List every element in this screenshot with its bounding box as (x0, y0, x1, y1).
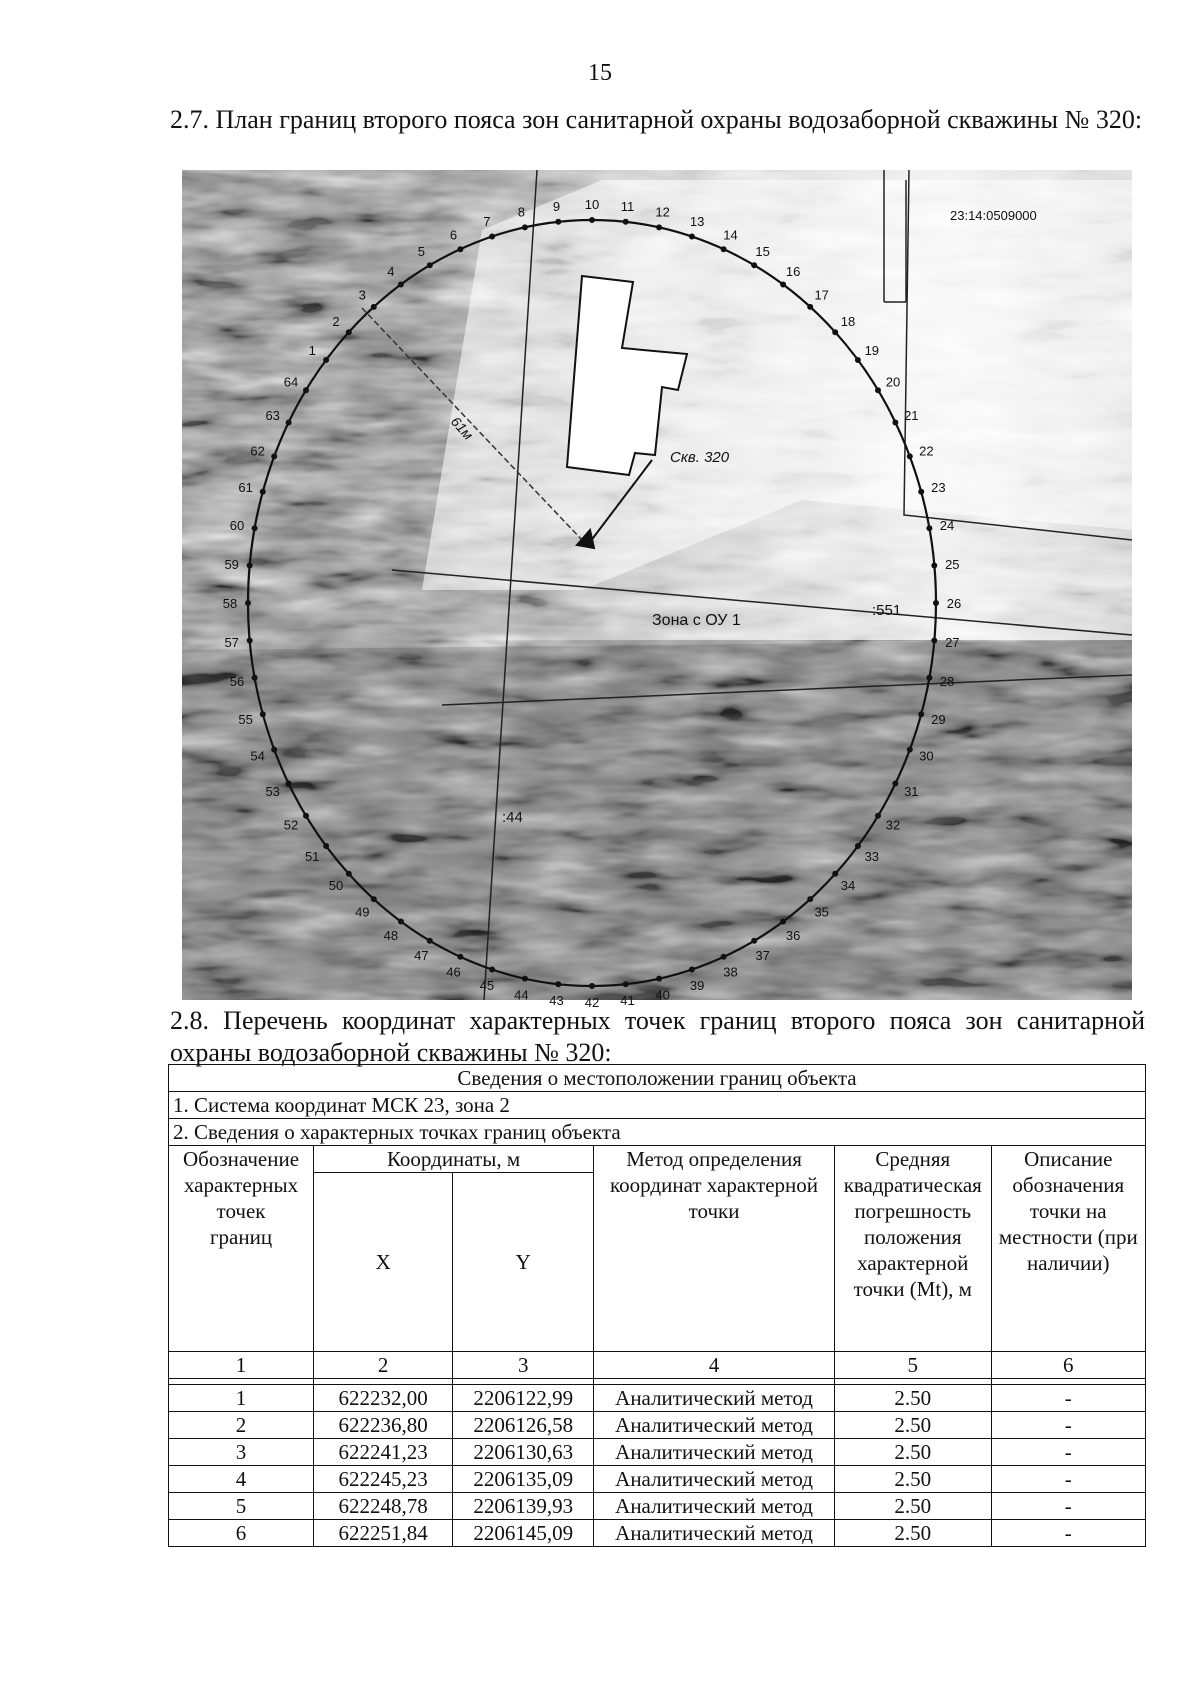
boundary-point-marker (252, 525, 258, 531)
boundary-point-label: 47 (414, 947, 429, 963)
boundary-point-marker (252, 675, 258, 681)
boundary-point-label: 50 (328, 878, 344, 894)
boundary-point-label: 51 (304, 849, 320, 865)
boundary-point-label: 42 (584, 995, 600, 1010)
column-number: 1 (169, 1352, 314, 1379)
boundary-point-marker (931, 563, 937, 569)
boundary-point-label: 58 (222, 596, 238, 611)
column-number: 5 (835, 1352, 991, 1379)
boundary-point-marker (260, 711, 266, 717)
point-y: 2206130,63 (453, 1439, 594, 1466)
point-id: 4 (169, 1466, 314, 1493)
point-error: 2.50 (835, 1466, 991, 1493)
boundary-point-label: 5 (417, 244, 426, 260)
boundary-map (182, 170, 1132, 1010)
point-method: Аналитический метод (594, 1493, 835, 1520)
point-method: Аналитический метод (594, 1466, 835, 1493)
boundary-point-marker (807, 896, 813, 902)
boundary-point-marker (489, 234, 495, 240)
boundary-point-label: 26 (946, 596, 962, 611)
point-method: Аналитический метод (594, 1412, 835, 1439)
point-y: 2206135,09 (453, 1466, 594, 1493)
boundary-point-label: 36 (785, 927, 801, 943)
point-error: 2.50 (835, 1385, 991, 1412)
boundary-point-marker (926, 525, 932, 531)
boundary-point-marker (589, 983, 595, 989)
boundary-point-marker (892, 781, 898, 787)
point-id: 6 (169, 1520, 314, 1547)
header-description: Описание обозначения точки на местности (при наличии) (991, 1146, 1145, 1352)
point-x: 622251,84 (314, 1520, 453, 1547)
boundary-point-label: 23 (931, 480, 946, 496)
boundary-point-label: 25 (945, 556, 960, 572)
boundary-point-label: 28 (939, 673, 955, 689)
boundary-point-marker (623, 219, 629, 225)
table-row (169, 1466, 1146, 1493)
boundary-point-marker (892, 420, 898, 426)
boundary-point-label: 8 (517, 204, 526, 220)
table-title: Сведения о местоположении границ объекта (169, 1065, 1146, 1092)
boundary-point-label: 53 (265, 784, 280, 800)
point-description: - (991, 1466, 1145, 1493)
boundary-point-marker (271, 747, 277, 753)
boundary-point-label: 1 (308, 342, 316, 358)
boundary-point-marker (721, 246, 727, 252)
point-error: 2.50 (835, 1493, 991, 1520)
point-x: 622248,78 (314, 1493, 453, 1520)
boundary-point-marker (323, 843, 329, 849)
boundary-point-label: 32 (885, 817, 901, 833)
point-error: 2.50 (835, 1520, 991, 1547)
point-x: 622236,80 (314, 1412, 453, 1439)
point-y: 2206122,99 (453, 1385, 594, 1412)
point-id: 5 (169, 1493, 314, 1520)
table-title-row (169, 1065, 1146, 1092)
boundary-point-label: 54 (250, 748, 265, 764)
boundary-point-marker (245, 600, 251, 606)
boundary-point-label: 29 (931, 711, 946, 727)
header-y: Y (453, 1173, 594, 1352)
boundary-point-marker (855, 357, 861, 363)
table-row (169, 1493, 1146, 1520)
table-system-row (169, 1092, 1146, 1119)
boundary-point-label: 35 (814, 904, 829, 920)
boundary-point-marker (907, 747, 913, 753)
header-error: Средняя квадратическая погрешность положения характерной точки (Mt), м (835, 1146, 991, 1352)
column-number-row (169, 1352, 1146, 1379)
point-description: - (991, 1412, 1145, 1439)
boundary-point-label: 21 (904, 407, 919, 423)
boundary-point-label: 33 (864, 849, 880, 865)
boundary-point-marker (271, 453, 277, 459)
boundary-point-marker (457, 246, 463, 252)
boundary-point-marker (247, 638, 253, 644)
boundary-point-marker (926, 675, 932, 681)
radius-label: 61м (447, 413, 477, 443)
boundary-point-marker (832, 871, 838, 877)
boundary-point-marker (689, 967, 695, 973)
boundary-point-marker (656, 976, 662, 982)
boundary-point-label: 60 (229, 518, 245, 534)
section-heading-map: 2.7. План границ второго пояса зон санитарной охраны водозаборной скважины № 320: (170, 105, 1143, 134)
point-x: 622245,23 (314, 1466, 453, 1493)
boundary-point-marker (875, 387, 881, 393)
boundary-point-marker (689, 234, 695, 240)
boundary-point-marker (721, 954, 727, 960)
boundary-point-marker (623, 981, 629, 987)
boundary-point-marker (371, 896, 377, 902)
boundary-point-marker (398, 282, 404, 288)
boundary-point-marker (323, 357, 329, 363)
boundary-point-marker (286, 781, 292, 787)
boundary-point-marker (656, 224, 662, 230)
header-coordinates: Координаты, м (314, 1146, 594, 1173)
boundary-point-label: 6 (449, 227, 458, 243)
boundary-point-label: 13 (689, 214, 705, 230)
boundary-point-marker (907, 453, 913, 459)
boundary-point-marker (555, 981, 561, 987)
boundary-point-label: 63 (265, 407, 280, 423)
boundary-point-label: 37 (755, 947, 770, 963)
boundary-point-marker (780, 919, 786, 925)
boundary-point-label: 34 (840, 878, 856, 894)
boundary-point-label: 16 (785, 264, 801, 280)
boundary-point-marker (346, 329, 352, 335)
point-method: Аналитический метод (594, 1439, 835, 1466)
boundary-point-label: 19 (864, 342, 880, 358)
column-number: 2 (314, 1352, 453, 1379)
point-error: 2.50 (835, 1412, 991, 1439)
boundary-point-marker (780, 282, 786, 288)
boundary-point-label: 22 (919, 443, 934, 459)
boundary-point-label: 17 (814, 287, 829, 303)
coordinate-system: 1. Система координат МСК 23, зона 2 (169, 1092, 1146, 1119)
boundary-point-label: 2 (332, 313, 340, 329)
column-number: 3 (453, 1352, 594, 1379)
boundary-point-label: 31 (904, 784, 919, 800)
boundary-point-label: 40 (655, 987, 670, 1003)
boundary-point-label: 46 (446, 964, 461, 980)
boundary-point-label: 62 (250, 443, 265, 459)
boundary-point-label: 56 (229, 673, 245, 689)
table-row (169, 1385, 1146, 1412)
section-heading-coordinates: 2.8. Перечень координат характерных точек границ второго пояса зон санитарной охраны водозаборной скважины № 320: (170, 1006, 1145, 1067)
boundary-point-marker (457, 954, 463, 960)
table-row (169, 1412, 1146, 1439)
table-points-header-row (169, 1119, 1146, 1146)
boundary-point-marker (931, 638, 937, 644)
page-number: 15 (588, 60, 612, 86)
coordinates-table (168, 1064, 1146, 1547)
parcel-label: :551 (872, 602, 902, 619)
boundary-point-label: 10 (584, 197, 600, 212)
header-method: Метод определения координат характерной точки (594, 1146, 835, 1352)
boundary-point-label: 57 (224, 635, 239, 651)
point-description: - (991, 1439, 1145, 1466)
point-id: 2 (169, 1412, 314, 1439)
boundary-point-marker (398, 919, 404, 925)
boundary-point-marker (286, 420, 292, 426)
boundary-point-marker (807, 304, 813, 310)
point-y: 2206126,58 (453, 1412, 594, 1439)
point-error: 2.50 (835, 1439, 991, 1466)
boundary-point-marker (247, 563, 253, 569)
boundary-point-marker (875, 813, 881, 819)
boundary-point-marker (751, 262, 757, 268)
column-header-row (169, 1146, 1146, 1173)
point-x: 622232,00 (314, 1385, 453, 1412)
boundary-point-label: 18 (840, 313, 856, 329)
point-y: 2206145,09 (453, 1520, 594, 1547)
column-number: 6 (991, 1352, 1145, 1379)
point-x: 622241,23 (314, 1439, 453, 1466)
boundary-point-label: 3 (358, 287, 366, 303)
boundary-point-marker (303, 387, 309, 393)
column-number: 4 (594, 1352, 835, 1379)
boundary-point-marker (260, 489, 266, 495)
boundary-point-label: 38 (723, 964, 738, 980)
boundary-point-label: 9 (552, 198, 561, 214)
boundary-point-label: 59 (224, 556, 239, 572)
point-y: 2206139,93 (453, 1493, 594, 1520)
point-description: - (991, 1520, 1145, 1547)
boundary-point-label: 12 (655, 204, 670, 220)
boundary-point-label: 7 (483, 214, 491, 230)
table-row (169, 1520, 1146, 1547)
boundary-point-marker (303, 813, 309, 819)
well-label: Скв. 320 (670, 449, 730, 466)
boundary-point-marker (371, 304, 377, 310)
boundary-point-label: 4 (387, 264, 395, 280)
boundary-point-label: 15 (755, 244, 770, 260)
point-method: Аналитический метод (594, 1385, 835, 1412)
points-header: 2. Сведения о характерных точках границ объекта (169, 1119, 1146, 1146)
boundary-point-label: 24 (939, 518, 955, 534)
point-method: Аналитический метод (594, 1520, 835, 1547)
boundary-point-marker (555, 219, 561, 225)
boundary-point-label: 14 (723, 227, 738, 243)
boundary-point-marker (832, 329, 838, 335)
boundary-point-marker (918, 711, 924, 717)
boundary-point-label: 20 (885, 374, 901, 390)
table-row (169, 1439, 1146, 1466)
parcel-label-2: :44 (502, 809, 523, 826)
point-description: - (991, 1385, 1145, 1412)
boundary-point-marker (751, 938, 757, 944)
point-id: 3 (169, 1439, 314, 1466)
boundary-point-marker (855, 843, 861, 849)
boundary-point-label: 55 (238, 711, 253, 727)
boundary-point-marker (522, 224, 528, 230)
header-x: X (314, 1173, 453, 1352)
boundary-point-label: 52 (283, 817, 299, 833)
boundary-point-marker (589, 217, 595, 223)
boundary-point-label: 27 (945, 635, 960, 651)
boundary-point-label: 64 (283, 374, 299, 390)
boundary-point-label: 49 (355, 904, 370, 920)
boundary-point-marker (489, 967, 495, 973)
point-id: 1 (169, 1385, 314, 1412)
boundary-point-label: 45 (479, 977, 495, 993)
boundary-point-label: 43 (549, 993, 564, 1009)
boundary-point-marker (933, 600, 939, 606)
point-description: - (991, 1493, 1145, 1520)
boundary-point-marker (918, 489, 924, 495)
cadastral-number: 23:14:0509000 (950, 208, 1037, 223)
boundary-point-label: 39 (689, 977, 705, 993)
boundary-point-label: 61 (238, 480, 253, 496)
boundary-point-marker (427, 262, 433, 268)
boundary-point-label: 41 (620, 993, 635, 1009)
boundary-point-marker (522, 976, 528, 982)
boundary-point-label: 48 (383, 927, 399, 943)
boundary-point-marker (427, 938, 433, 944)
zone-label: Зона с ОУ 1 (652, 612, 741, 629)
boundary-point-marker (346, 871, 352, 877)
header-designation: Обозначение характерных точек границ (169, 1146, 314, 1352)
boundary-point-label: 44 (514, 987, 529, 1003)
boundary-point-label: 11 (620, 198, 635, 214)
boundary-point-label: 30 (919, 748, 934, 764)
